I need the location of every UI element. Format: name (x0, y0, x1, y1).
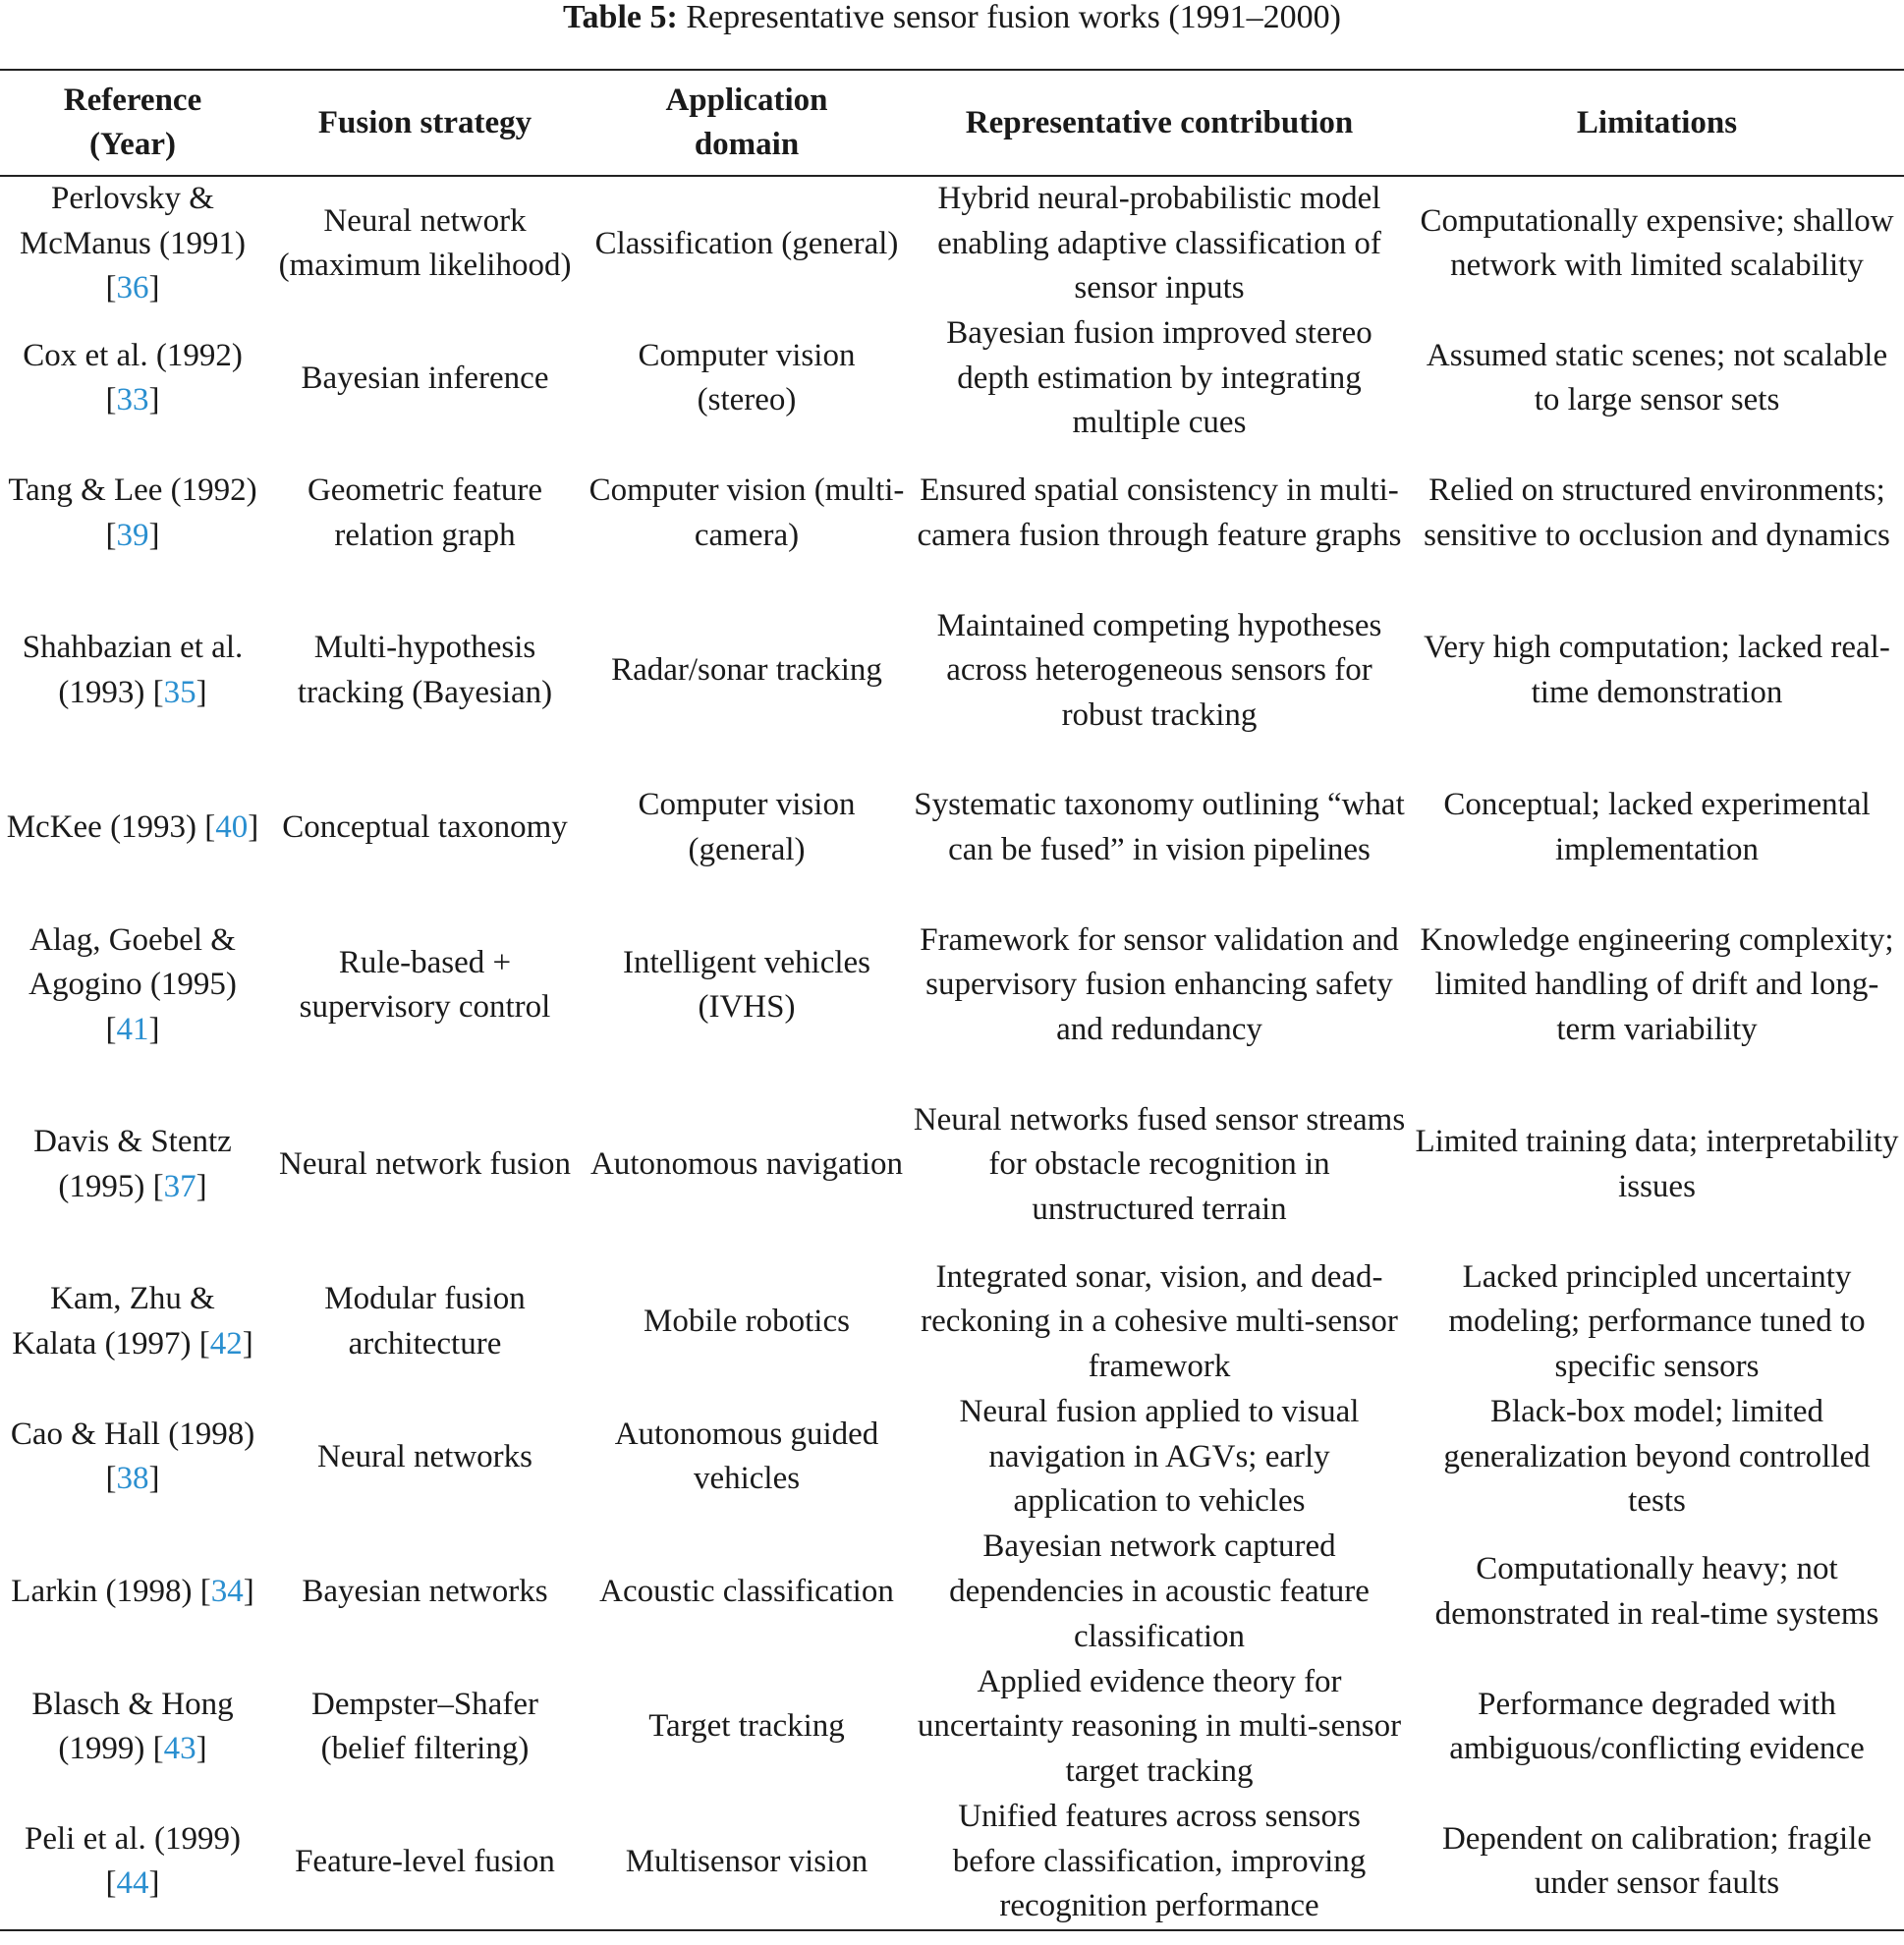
cell-fusion-strategy: Neural networks (316, 1438, 532, 1474)
cell-application-domain: Mobile robotics (644, 1304, 850, 1340)
table-caption-text: Representative sensor fusion works (1991–2000) (677, 0, 1341, 35)
cell-contribution: Bayesian network captured dependencies in acoustic feature classification (949, 1528, 1370, 1654)
citation-link[interactable]: 33 (116, 382, 149, 418)
table-row (0, 1254, 1904, 1389)
cell-contribution: Systematic taxonomy outlining “what can be fused” in vision pipelines (914, 787, 1405, 868)
reference-text: Tang & Lee (1992) [ (8, 472, 257, 553)
cell-contribution: Ensured spatial consistency in multi-camera fusion through feature graphs (917, 472, 1402, 553)
cell-contribution: Neural fusion applied to visual navigation in AGVs; early application to vehicles (959, 1394, 1360, 1520)
cell-contribution: Maintained competing hypotheses across heterogeneous sensors for robust tracking (936, 607, 1382, 733)
cell-fusion-strategy: Neural network (maximum likelihood) (278, 202, 572, 284)
cell-contribution: Unified features across sensors before classification, improving recognition performance (909, 1795, 1410, 1930)
table-caption (0, 0, 1904, 39)
reference-bracket-close: ] (242, 1326, 253, 1362)
table-caption-label: Table 5: (563, 0, 678, 35)
cell-limitations: Lacked principled uncertainty modeling; performance tuned to specific sensors (1448, 1258, 1866, 1384)
reference-text: Larkin (1998) [ (11, 1574, 211, 1610)
reference-text: Blasch & Hong (1999) [ (31, 1686, 234, 1767)
reference-bracket-close: ] (148, 1865, 160, 1902)
cell-reference (0, 1525, 265, 1659)
cell-application-domain: Multisensor vision (585, 1795, 909, 1930)
cell-application-domain: Computer vision (multi-camera) (588, 472, 905, 553)
reference-bracket-close: ] (148, 270, 160, 306)
cell-reference (0, 311, 265, 446)
cell-fusion-strategy: Geometric feature relation graph (307, 472, 543, 553)
cell-contribution: Applied evidence theory for uncertainty reasoning in multi-sensor target tracking (917, 1663, 1402, 1789)
cell-limitations: Relied on structured environments; sensitive to occlusion and dynamics (1424, 472, 1890, 553)
reference-bracket-close: ] (148, 382, 160, 418)
reference-text: Kam, Zhu & Kalata (1997) [ (12, 1281, 215, 1362)
cell-limitations: Conceptual; lacked experimental implementation (1443, 787, 1871, 868)
reference-bracket-close: ] (196, 674, 207, 710)
cell-reference (0, 896, 265, 1076)
reference-text: Alag, Goebel & Agogino (1995) [ (28, 921, 237, 1047)
cell-application-domain: Target tracking (648, 1708, 845, 1745)
cell-application-domain: Radar/sonar tracking (611, 652, 882, 689)
cell-contribution: Neural networks fused sensor streams for obstacle recognition in unstructured terrain (913, 1101, 1406, 1227)
cell-reference (0, 1795, 265, 1930)
table-row (0, 1390, 1904, 1525)
table-row (0, 311, 1904, 446)
reference-text: Davis & Stentz (1995) [ (33, 1124, 232, 1204)
table-row (0, 896, 1904, 1076)
citation-link[interactable]: 34 (210, 1574, 244, 1610)
cell-limitations: Limited training data; interpretability issues (1415, 1124, 1899, 1204)
column-header-reference: Reference (Year) (0, 70, 265, 176)
citation-link[interactable]: 36 (116, 270, 149, 306)
cell-application-domain: Intelligent vehicles (IVHS) (623, 944, 870, 1026)
reference-text: Peli et al. (1999) [ (25, 1820, 241, 1902)
table-row (0, 760, 1904, 895)
cell-fusion-strategy: Neural network fusion (279, 1146, 571, 1183)
reference-bracket-close: ] (148, 517, 160, 553)
citation-link[interactable]: 38 (116, 1461, 149, 1497)
cell-contribution: Bayesian fusion improved stereo depth estimation by integrating multiple cues (946, 315, 1372, 441)
reference-text: Shahbazian et al. (1993) [ (22, 630, 244, 710)
table-row (0, 1525, 1904, 1659)
cell-application-domain: Autonomous guided vehicles (614, 1416, 879, 1497)
cell-fusion-strategy: Multi-hypothesis tracking (Bayesian) (297, 630, 553, 710)
cell-fusion-strategy: Modular fusion architecture (324, 1281, 526, 1362)
reference-text: McKee (1993) [ (6, 809, 216, 846)
column-header-application-domain: Application domain (585, 70, 909, 176)
sensor-fusion-table (0, 69, 1904, 1931)
table-row (0, 1795, 1904, 1930)
cell-application-domain: Computer vision (stereo) (638, 337, 856, 418)
cell-limitations: Computationally heavy; not demonstrated in real-time systems (1434, 1551, 1879, 1632)
cell-reference (0, 1076, 265, 1255)
cell-limitations: Very high computation; lacked real-time demonstration (1424, 630, 1890, 710)
column-header-fusion-strategy: Fusion strategy (265, 70, 585, 176)
header-row (0, 70, 1904, 176)
reference-text: Perlovsky & McManus (1991) [ (19, 181, 247, 306)
citation-link[interactable]: 41 (116, 1011, 149, 1047)
cell-reference (0, 1390, 265, 1525)
table-row (0, 176, 1904, 311)
citation-link[interactable]: 42 (209, 1326, 243, 1362)
cell-fusion-strategy: Bayesian inference (301, 360, 549, 396)
reference-text: Cao & Hall (1998) [ (10, 1416, 255, 1497)
cell-reference (0, 446, 265, 581)
reference-bracket-close: ] (148, 1461, 160, 1497)
reference-bracket-close: ] (243, 1574, 254, 1610)
cell-reference (0, 176, 265, 311)
cell-limitations: Dependent on calibration; fragile under sensor faults (1410, 1795, 1904, 1930)
citation-link[interactable]: 43 (163, 1731, 196, 1767)
cell-reference (0, 760, 265, 895)
cell-application-domain: Classification (general) (594, 225, 899, 261)
citation-link[interactable]: 44 (116, 1865, 149, 1902)
cell-fusion-strategy: Conceptual taxonomy (282, 809, 568, 846)
cell-fusion-strategy: Bayesian networks (302, 1574, 548, 1610)
table-row (0, 1660, 1904, 1795)
table-row (0, 582, 1904, 761)
cell-contribution: Hybrid neural-probabilistic model enabling adaptive classification of sensor inputs (937, 181, 1381, 306)
column-header-contribution: Representative contribution (909, 70, 1410, 176)
reference-bracket-close: ] (248, 809, 259, 846)
citation-link[interactable]: 35 (163, 674, 196, 710)
cell-limitations: Knowledge engineering complexity; limited handling of drift and long-term variability (1420, 921, 1894, 1047)
reference-bracket-close: ] (148, 1011, 160, 1047)
cell-reference (0, 1660, 265, 1795)
column-header-limitations: Limitations (1410, 70, 1904, 176)
cell-fusion-strategy: Dempster–Shafer (belief filtering) (311, 1686, 538, 1767)
table-row (0, 446, 1904, 581)
cell-limitations: Black-box model; limited generalization beyond controlled tests (1443, 1394, 1871, 1520)
cell-contribution: Integrated sonar, vision, and dead-reckoning in a cohesive multi-sensor framework (921, 1258, 1398, 1384)
cell-application-domain: Autonomous navigation (589, 1146, 904, 1183)
reference-text: Cox et al. (1992) [ (23, 337, 243, 418)
citation-link[interactable]: 37 (163, 1168, 196, 1204)
citation-link[interactable]: 40 (215, 809, 249, 846)
cell-application-domain: Computer vision (general) (638, 787, 856, 868)
cell-reference (0, 1254, 265, 1389)
cell-fusion-strategy: Feature-level fusion (265, 1795, 585, 1930)
cell-limitations: Computationally expensive; shallow network with limited scalability (1420, 202, 1894, 284)
reference-bracket-close: ] (196, 1168, 207, 1204)
table-row (0, 1076, 1904, 1255)
cell-reference (0, 582, 265, 761)
cell-limitations: Assumed static scenes; not scalable to large sensor sets (1426, 337, 1888, 418)
reference-bracket-close: ] (196, 1731, 207, 1767)
cell-fusion-strategy: Rule-based + supervisory control (299, 944, 551, 1026)
cell-contribution: Framework for sensor validation and supervisory fusion enhancing safety and redundancy (920, 921, 1399, 1047)
citation-link[interactable]: 39 (116, 517, 149, 553)
cell-application-domain: Acoustic classification (599, 1574, 894, 1610)
cell-limitations: Performance degraded with ambiguous/conflicting evidence (1449, 1686, 1865, 1767)
